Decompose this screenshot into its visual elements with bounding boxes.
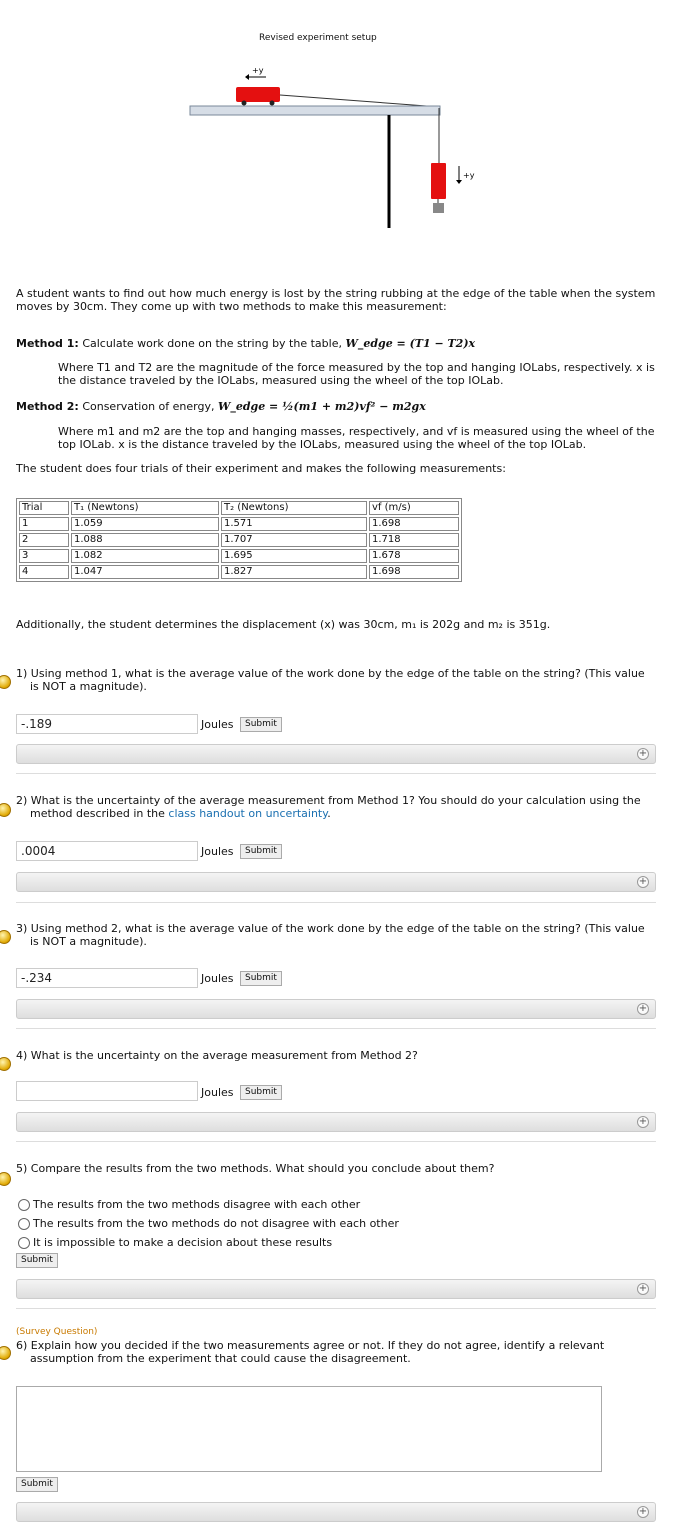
additional-info: Additionally, the student determines the displacement (x) was 30cm, m₁ is 202g and m₂ is 351g. xyxy=(16,618,551,631)
method1-label: Method 1: xyxy=(16,337,79,350)
measurements-table xyxy=(16,498,462,582)
hang-axis-label: +y xyxy=(463,171,475,180)
question-2-submit-button[interactable]: Submit xyxy=(240,844,282,859)
table-row: 2 1.088 1.707 1.718 xyxy=(19,533,459,547)
top-axis-arrowhead xyxy=(245,74,249,80)
expand-icon: + xyxy=(638,1506,648,1517)
question-1-answer-input[interactable] xyxy=(16,714,198,734)
question-3-unit: Joules xyxy=(201,972,234,985)
method2-note: Where m1 and m2 are the top and hanging masses, respectively, and vf is measured using the wheel of the top IOLab. x is the distance traveled by the IOLabs, measured using the wheel of the top IOLab. xyxy=(58,425,655,451)
expand-icon: + xyxy=(638,1283,648,1294)
question-1-text: 1) Using method 1, what is the average value of the work done by the edge of the table on the string? (This value is NOT a magnitude). xyxy=(16,667,645,693)
question-2-unit: Joules xyxy=(201,845,234,858)
method2-formula: W_edge = ½(m1 + m2)vf² − m2gx xyxy=(217,400,426,413)
question-2-text: 2) What is the uncertainty of the average measurement from Method 1? You should do your calculation using the method described in the class handout on uncertainty. xyxy=(16,794,641,820)
question-status-icon xyxy=(0,675,11,689)
question-5-option-3[interactable]: It is impossible to make a decision about these results xyxy=(18,1236,332,1249)
survey-question-tag: (Survey Question) xyxy=(16,1327,98,1337)
method2-label: Method 2: xyxy=(16,400,79,413)
hanging-iolab xyxy=(431,163,446,199)
hanging-mass xyxy=(433,203,444,213)
method1 xyxy=(16,337,475,350)
uncertainty-handout-link[interactable]: class handout on uncertainty xyxy=(168,807,328,820)
question-3-text: 3) Using method 2, what is the average value of the work done by the edge of the table on the string? (This value is NOT a magnitude). xyxy=(16,922,645,948)
radio-button xyxy=(18,1199,30,1211)
question-2-feedback-bar[interactable] xyxy=(16,872,656,892)
header-t1: T₁ (Newtons) xyxy=(71,501,219,515)
question-4-submit-button[interactable]: Submit xyxy=(240,1085,282,1100)
method1-formula: W_edge = (T1 − T2)x xyxy=(345,337,476,350)
question-5-option-2[interactable]: The results from the two methods do not disagree with each other xyxy=(18,1217,399,1230)
expand-icon: + xyxy=(638,1116,648,1127)
radio-button xyxy=(18,1218,30,1230)
header-trial: Trial xyxy=(19,501,69,515)
question-3-feedback-bar[interactable] xyxy=(16,999,656,1019)
top-axis-label: +y xyxy=(252,66,264,75)
table-row: 1 1.059 1.571 1.698 xyxy=(19,517,459,531)
question-6-text: 6) Explain how you decided if the two measurements agree or not. If they do not agree, identify a relevant assumption from the experiment that could cause the disagreement. xyxy=(16,1339,605,1365)
method2-text: Conservation of energy, xyxy=(82,400,218,413)
question-4-text: 4) What is the uncertainty on the average measurement from Method 2? xyxy=(16,1049,418,1062)
question-status-icon xyxy=(0,1057,11,1071)
question-3-submit-button[interactable]: Submit xyxy=(240,971,282,986)
question-3-answer-input[interactable] xyxy=(16,968,198,988)
question-4-unit: Joules xyxy=(201,1086,234,1099)
question-2-answer-input[interactable] xyxy=(16,841,198,861)
method1-text: Calculate work done on the string by the table, xyxy=(82,337,346,350)
expand-icon: + xyxy=(638,876,648,887)
table-header-row xyxy=(19,501,459,515)
diagram-title: Revised experiment setup xyxy=(259,33,377,43)
top-iolab-cart xyxy=(236,87,280,102)
table-row: 3 1.082 1.695 1.678 xyxy=(19,549,459,563)
question-6-essay-input[interactable] xyxy=(16,1386,602,1472)
question-1-unit: Joules xyxy=(201,718,234,731)
table-row: 4 1.047 1.827 1.698 xyxy=(19,565,459,579)
radio-button xyxy=(18,1237,30,1249)
method2 xyxy=(16,400,426,413)
expand-icon: + xyxy=(638,1003,648,1014)
question-4-answer-input[interactable] xyxy=(16,1081,198,1101)
question-status-icon xyxy=(0,1172,11,1186)
experiment-diagram xyxy=(180,60,480,240)
question-1-feedback-bar[interactable] xyxy=(16,744,656,764)
string-horizontal xyxy=(280,95,440,107)
header-vf: vf (m/s) xyxy=(369,501,459,515)
question-5-feedback-bar[interactable] xyxy=(16,1279,656,1299)
intro-text: A student wants to find out how much energy is lost by the string rubbing at the edge of the table when the system moves by 30cm. They come up with two methods to make this measurement: xyxy=(16,287,656,313)
question-status-icon xyxy=(0,803,11,817)
expand-icon: + xyxy=(638,748,648,759)
header-t2: T₂ (Newtons) xyxy=(221,501,367,515)
question-status-icon xyxy=(0,1346,11,1360)
question-1-submit-button[interactable]: Submit xyxy=(240,717,282,732)
question-6-feedback-bar[interactable] xyxy=(16,1502,656,1522)
question-5-option-1[interactable]: The results from the two methods disagree with each other xyxy=(18,1198,360,1211)
question-5-text: 5) Compare the results from the two methods. What should you conclude about them? xyxy=(16,1162,495,1175)
table-top xyxy=(190,106,440,115)
question-5-submit-button[interactable]: Submit xyxy=(16,1253,58,1268)
method1-note: Where T1 and T2 are the magnitude of the force measured by the top and hanging IOLabs, respectively. x is the distance traveled by the IOLabs, measured using the wheel of the top IOLab. xyxy=(58,361,655,387)
question-status-icon xyxy=(0,930,11,944)
trials-intro: The student does four trials of their experiment and makes the following measurements: xyxy=(16,462,506,475)
question-6-submit-button[interactable]: Submit xyxy=(16,1477,58,1492)
question-4-feedback-bar[interactable] xyxy=(16,1112,656,1132)
